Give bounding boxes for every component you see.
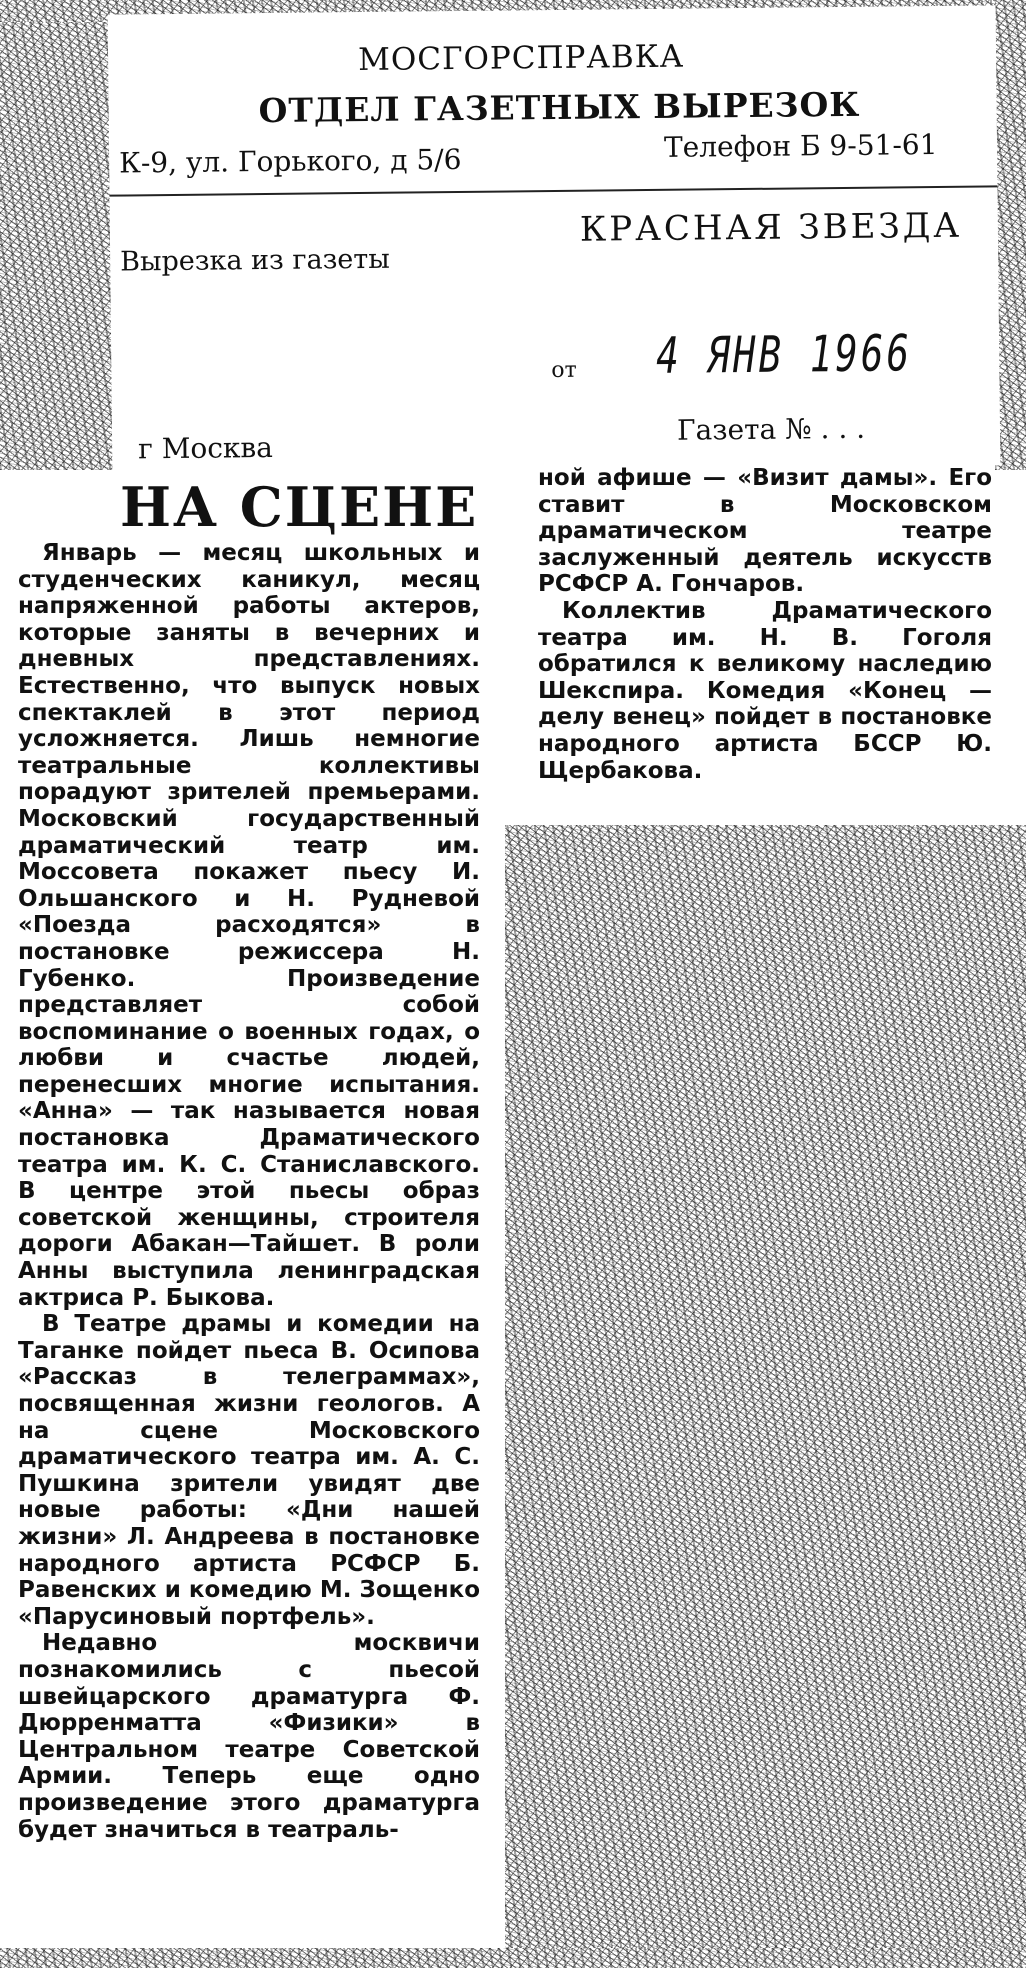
stamp-date: 4 ЯНВ 1966 [655,324,913,385]
article-paragraph: Недавно москвичи познакомились с пьесой швейцарского драматурга Ф. Дюрренматта «Физики» в Центральном театре Советской Армии. Теперь еще одно произведение этого драматурга будет значиться в театраль- [18,1630,480,1843]
article-column-right [538,465,992,784]
stamp-divider [110,185,998,196]
article [0,465,1026,1945]
article-paragraph: Январь — месяц школьных и студенческих каникул, месяц напряженной работы актеров, которые заняты в вечерних и дневных представлениях. Естественно, что выпуск новых спектаклей в этот период усложняется. Лишь немногие театральные коллективы порадуют зрителей премьерами. Московский государственный драматический театр им. Моссовета покажет пьесу И. Ольшанского и Н. Рудневой «Поезда расходятся» в постановке режиссера Н. Губенко. Произведение представляет собой воспоминание о военных годах, о любви и счастье людей, перенесших многие испытания. «Анна» — так называется новая постановка Драматического театра им. К. С. Станиславского. В центре этой пьесы образ советской женщины, строителя дороги Абакан—Тайшет. В роли Анны выступила ленинградская актриса Р. Быкова. [18,540,480,1311]
article-column-left [18,540,480,1843]
stamp-address: К-9, ул. Горького, д 5/6 [118,142,462,180]
article-headline: НА СЦЕНЕ [120,475,479,539]
stamp-city: г Москва [137,430,274,466]
article-paragraph: Коллектив Драматического театра им. Н. В. Гоголя обратился к великому наследию Шекспира. Комедия «Конец — делу венец» пойдет в постановке народного артиста БССР Ю. Щербакова. [538,597,992,784]
stamp-from-label: от [551,357,577,384]
stamp-phone: Телефон Б 9-51-61 [663,127,938,164]
stamp-issue-label: Газета № . . . [676,411,866,447]
article-paragraph: ной афише — «Визит дамы». Его ставит в Московском драматическом театре заслуженный деятель искусств РСФСР А. Гончаров. [538,465,992,598]
stamp-department: ОТДЕЛ ГАЗЕТНЫХ ВЫРЕЗОК [258,84,861,131]
stamp-newspaper: КРАСНАЯ ЗВЕЗДА [579,205,963,250]
stamp-org: МОСГОРСПРАВКА [357,38,685,79]
scan-noise-bottom [0,1948,1026,1968]
scan-noise-left [0,0,120,470]
stamp-clipping-label: Вырезка из газеты [120,243,390,278]
article-paragraph: В Театре драмы и комедии на Таганке пойдет пьеса В. Осипова «Рассказ в телеграммах», посвященная жизни геологов. А на сцене Московского драматического театра им. А. С. Пушкина зрители увидят две новые работы: «Дни нашей жизни» Л. Андреева в постановке народного артиста РСФСР Б. Равенских и комедию М. Зощенко «Парусиновый портфель». [18,1311,480,1630]
clipping-stamp [108,5,1001,474]
